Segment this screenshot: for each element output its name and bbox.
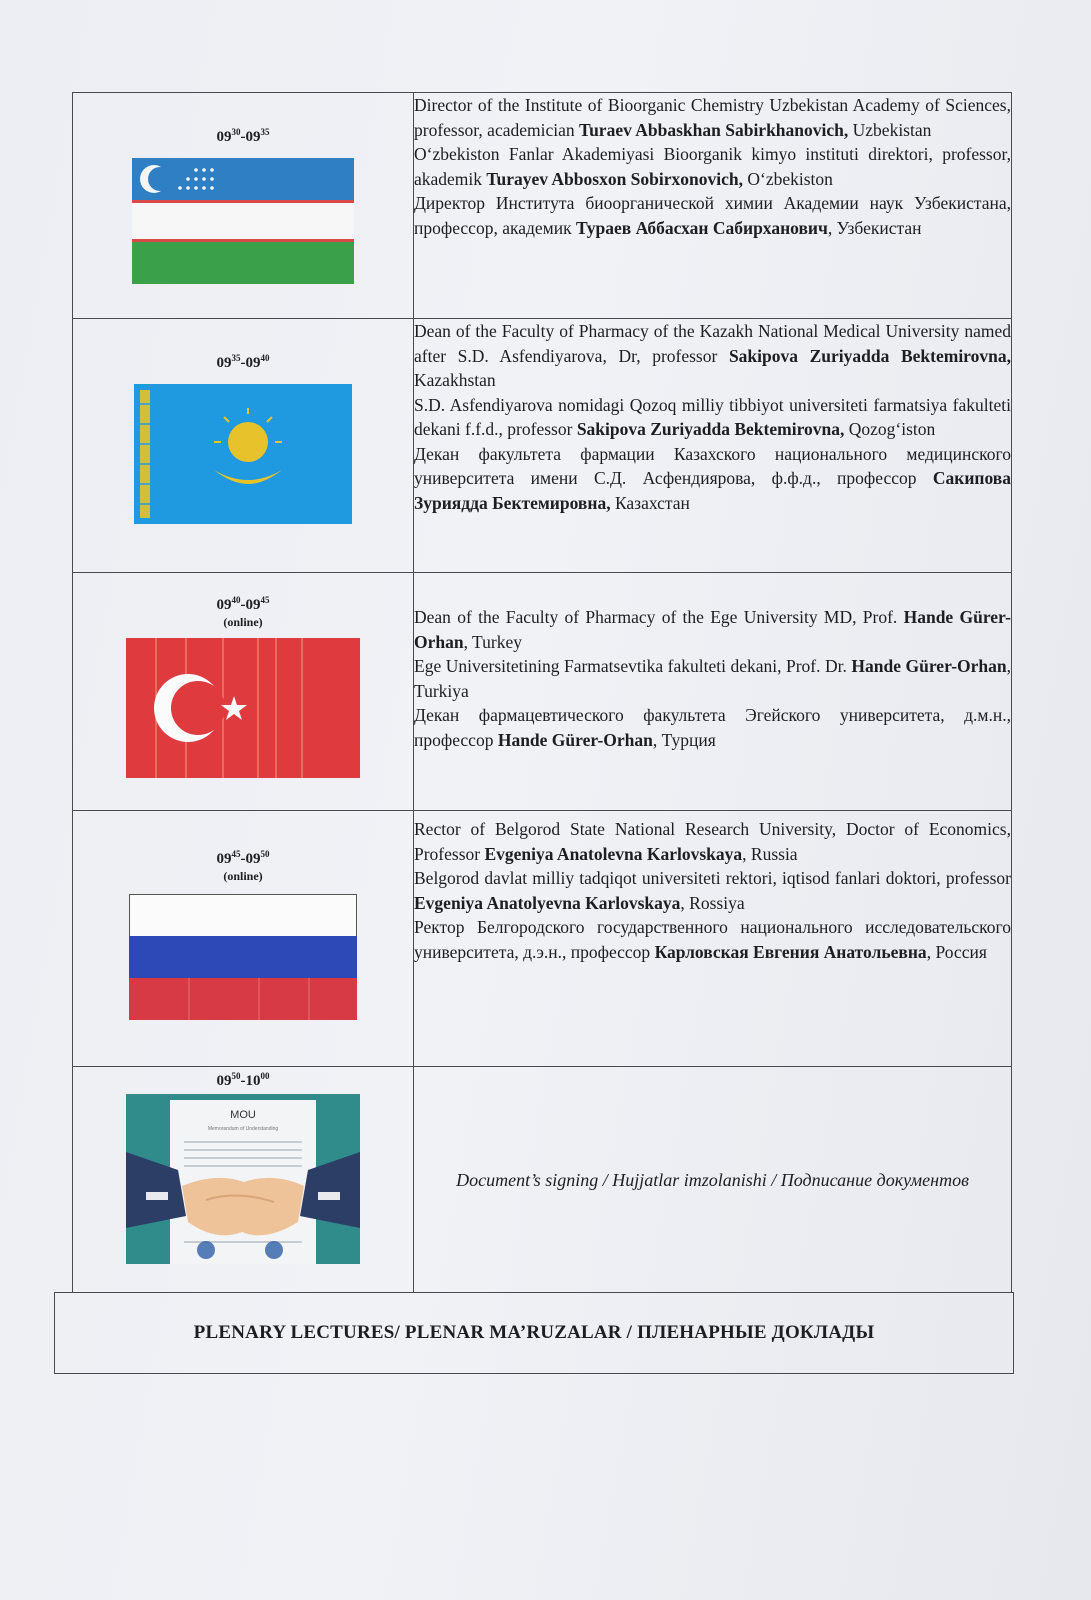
table-row bbox=[73, 811, 1012, 1067]
mou-sublabel: Memorandum of Understanding bbox=[207, 1126, 279, 1132]
speaker-cell bbox=[414, 319, 1012, 573]
table-row bbox=[73, 319, 1012, 573]
speaker-text-uz: O‘zbekiston Fanlar Akademiyasi Bioorganik kimyo instituti direktori, professor, akademik Turayev Abbosxon Sobirxonovich, O‘zbekiston bbox=[414, 144, 1011, 189]
speaker-text-ru: Декан факультета фармации Казахского национального медицинского университета имени С.Д. Асфендиярова, ф.ф.д., профессор Сакипова Зурияддa Бектемировна, Казахстан bbox=[414, 443, 1011, 513]
speaker-cell bbox=[414, 573, 1012, 811]
table-row bbox=[73, 573, 1012, 811]
time-cell bbox=[73, 573, 414, 811]
time-cell bbox=[73, 319, 414, 573]
speaker-cell bbox=[414, 93, 1012, 319]
time-slot: $09^{50}-10^{00}$ bbox=[216, 1071, 270, 1089]
plenary-lectures-heading: PLENARY LECTURES/ PLENAR MA’RUZALAR / ПЛЕНАРНЫЕ ДОКЛАДЫ bbox=[54, 1292, 1014, 1374]
mou-handshake-icon bbox=[126, 1094, 360, 1264]
speaker-text-en: Dean of the Faculty of Pharmacy of the Ege University MD, Prof. Hande Gürer-Orhan, Turkey bbox=[414, 607, 1011, 652]
program-table bbox=[72, 92, 1012, 1293]
speaker-text-ru: Директор Института биоорганической химии Академии наук Узбекистана, профессор, академик Тураев Аббасхан Сабирханович, Узбекистан bbox=[414, 193, 1011, 238]
time-cell bbox=[73, 93, 414, 319]
speaker-text-uz: Ege Universitetining Farmatsevtika fakulteti dekani, Prof. Dr. Hande Gürer-Orhan, Turkiya bbox=[414, 656, 1011, 701]
speaker-text-en: Rector of Belgorod State National Research University, Doctor of Economics, Professor Evgeniya Anatolevna Karlovskaya, Russia bbox=[414, 819, 1011, 864]
time-slot: $09^{30}-09^{35}$ bbox=[216, 127, 270, 145]
table-row bbox=[73, 1067, 1012, 1293]
online-label: (online) bbox=[223, 615, 263, 629]
flag-uzbekistan-icon bbox=[132, 158, 354, 284]
speaker-text-ru: Ректор Белгородского государственного национального исследовательского университета, д.э.н., профессор Карловская Евгения Анатольевна, Россия bbox=[414, 917, 1011, 962]
mou-label: MOU bbox=[230, 1109, 256, 1121]
speaker-text-en: Director of the Institute of Bioorganic Chemistry Uzbekistan Academy of Sciences, professor, academician Turaev Abbaskhan Sabirkhanovich, Uzbekistan bbox=[414, 95, 1011, 140]
flag-kazakhstan-icon bbox=[134, 384, 352, 524]
speaker-text-ru: Декан фармацевтического факультета Эгейского университета, д.м.н., профессор Hande Gürer-Orhan, Турция bbox=[414, 705, 1011, 750]
online-label: (online) bbox=[223, 869, 263, 883]
time-slot: $09^{35}-09^{40}$ bbox=[216, 353, 270, 371]
speaker-text-uz: S.D. Asfendiyarova nomidagi Qozoq milliy tibbiyot universiteti farmatsiya fakulteti dekani f.f.d., professor Sakipova Zuriyadda Bektemirovna, Qozog‘iston bbox=[414, 394, 1011, 439]
table-row bbox=[73, 93, 1012, 319]
flag-turkey-icon bbox=[126, 638, 360, 778]
signing-text: Document’s signing / Hujjatlar imzolanishi / Подписание документов bbox=[456, 1169, 969, 1190]
time-slot: $09^{40}-09^{45}$ bbox=[216, 595, 270, 613]
speaker-cell bbox=[414, 1067, 1012, 1293]
speaker-text-en: Dean of the Faculty of Pharmacy of the Kazakh National Medical University named after S.D. Asfendiyarova, Dr, professor Sakipova Zuriyadda Bektemirovna, Kazakhstan bbox=[414, 321, 1011, 390]
time-cell bbox=[73, 1067, 414, 1293]
speaker-cell bbox=[414, 811, 1012, 1067]
speaker-text-uz: Belgorod davlat milliy tadqiqot universiteti rektori, iqtisod fanlari doktori, professor Evgeniya Anatolyevna Karlovskaya, Rossiya bbox=[414, 868, 1011, 913]
time-slot: $09^{45}-09^{50}$ bbox=[216, 849, 270, 867]
time-cell bbox=[73, 811, 414, 1067]
flag-russia-icon bbox=[129, 894, 357, 1020]
